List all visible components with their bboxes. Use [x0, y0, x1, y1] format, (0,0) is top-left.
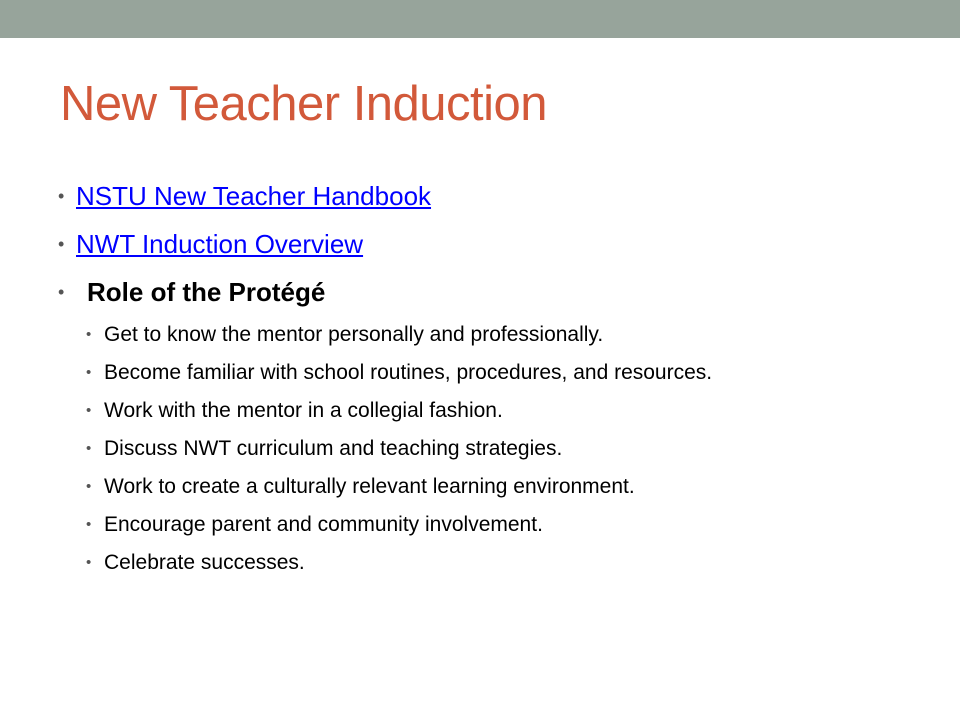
- slide-title: New Teacher Induction: [60, 77, 548, 131]
- list-item-text: Work to create a culturally relevant learning environment.: [104, 475, 635, 498]
- top-accent-bar: [0, 0, 960, 38]
- bullet-dot-icon: •: [86, 326, 92, 343]
- list-item-text: Encourage parent and community involvement.: [104, 513, 543, 536]
- list-item-text: Work with the mentor in a collegial fashion.: [104, 399, 503, 422]
- bullet-dot-icon: •: [86, 554, 92, 571]
- nwt-induction-overview-link[interactable]: NWT Induction Overview: [76, 229, 364, 259]
- bullet-dot-icon: •: [86, 516, 92, 533]
- link-bullet-handbook: [58, 172, 918, 220]
- bullet-list: [58, 172, 918, 582]
- bullet-dot-icon: •: [58, 282, 65, 302]
- list-item: [58, 506, 918, 544]
- nstu-handbook-link[interactable]: NSTU New Teacher Handbook: [76, 181, 432, 211]
- list-item-text: Celebrate successes.: [104, 551, 305, 574]
- list-item: [58, 354, 918, 392]
- bullet-dot-icon: •: [86, 402, 92, 419]
- section-heading-bullet: [58, 268, 918, 316]
- list-item-text: Get to know the mentor personally and professionally.: [104, 323, 604, 346]
- list-item: [58, 316, 918, 354]
- list-item-text: Become familiar with school routines, procedures, and resources.: [104, 361, 713, 384]
- bullet-dot-icon: •: [86, 364, 92, 381]
- bullet-dot-icon: •: [58, 234, 65, 254]
- list-item: [58, 468, 918, 506]
- bullet-dot-icon: •: [86, 440, 92, 457]
- list-item-text: Discuss NWT curriculum and teaching strategies.: [104, 437, 563, 460]
- link-bullet-overview: [58, 220, 918, 268]
- list-item: [58, 544, 918, 582]
- bullet-dot-icon: •: [58, 186, 65, 206]
- list-item: [58, 430, 918, 468]
- bullet-dot-icon: •: [86, 478, 92, 495]
- list-item: [58, 392, 918, 430]
- section-heading: Role of the Protégé: [87, 277, 326, 307]
